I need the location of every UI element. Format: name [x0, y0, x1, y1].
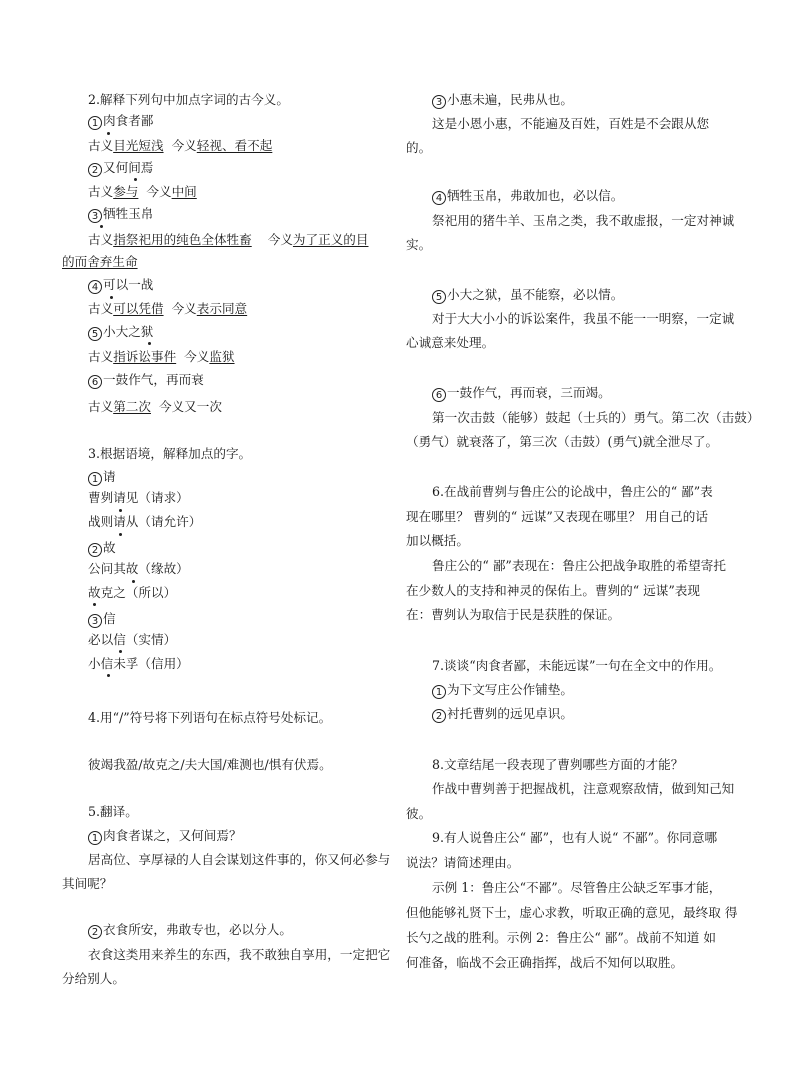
item-text: 小大之狱: [103, 324, 154, 339]
answer-prefix: 古义: [88, 184, 114, 199]
circled-number: 4: [88, 280, 102, 294]
circled-number: 3: [432, 95, 446, 109]
q6-answer-a: 鲁庄公的“ 鄙”表现在：鲁庄公把战争取胜的希望寄托: [432, 558, 726, 573]
q5-item-6: [432, 385, 611, 402]
answer-prefix: 古义: [88, 349, 114, 364]
q5-item-2: [88, 922, 292, 939]
q2-item-1: [88, 113, 153, 130]
item-text: 为下文写庄公作铺垫。: [447, 682, 573, 697]
q2-answer-2: [88, 184, 197, 200]
q5-translation-2a: 衣食这类用来养生的东西，我不敢独自享用，一定把它: [88, 947, 391, 962]
q7-item-2: [432, 706, 573, 723]
q5-translation-1a: 居高位、享厚禄的人自会谋划这件事的，你又何必参与: [88, 852, 391, 867]
q2-title: 2.解释下列句中加点字词的古今义。: [88, 92, 289, 107]
emphasis-dot: [148, 342, 151, 345]
q6-question-c: 加以概括。: [406, 533, 469, 548]
q2-answer-4: [88, 301, 247, 317]
emphasis-dot: [119, 509, 122, 512]
q8-answer-a: 作战中曹刿善于把握战机，注意观察敌情，做到知己知: [432, 781, 735, 796]
q3-g1-example-b: 战则请从（请允许）: [88, 514, 202, 529]
ancient-meaning: 可以凭借: [113, 301, 164, 316]
q5-translation-6b: （勇气）就衰落了，第三次（击鼓）(勇气)就全泄尽了。: [406, 434, 719, 449]
circled-number: 5: [432, 290, 446, 304]
item-text: 一鼓作气，再而衰，三而竭。: [447, 385, 611, 400]
q2-item-6: [88, 372, 204, 389]
q2-item-4: [88, 277, 153, 294]
q5-translation-3a: 这是小恩小惠，不能遍及百姓，百姓是不会跟从您: [432, 116, 710, 131]
item-text: 一鼓作气，再而衰: [103, 372, 204, 387]
q3-group-2: [88, 540, 116, 557]
item-text: 小大之狱，虽不能察，必以情。: [447, 287, 624, 302]
q3-g2-example-a: 公问其故（缘故）: [88, 561, 189, 576]
q9-example-b: 但他能够礼贤下士，虚心求教，听取正确的意见，最终取 得: [406, 905, 738, 920]
modern-meaning: 表示同意: [196, 301, 248, 316]
answer-prefix: 古义: [88, 399, 114, 414]
item-text: 衬托曹刿的远见卓识。: [447, 706, 573, 721]
q5-translation-2b: 分给别人。: [62, 971, 125, 986]
q9-example-c: 长勺之战的胜利。示例 2：鲁庄公“ 鄙”。战前不知道 如: [406, 930, 716, 945]
q2-item-5: [88, 324, 153, 341]
q3-g2-example-b: 故克之（所以）: [88, 585, 177, 600]
q5-translation-1b: 其间呢？: [62, 876, 113, 891]
q2-answer-5: [88, 349, 235, 365]
item-text: 牺牲玉帛，弗敢加也，必以信。: [447, 188, 624, 203]
item-text: 衣食所安，弗敢专也，必以分人。: [103, 922, 292, 937]
answer-mid: 今义: [176, 349, 210, 364]
q7-item-1: [432, 682, 573, 699]
group-char: 信: [103, 611, 116, 626]
q5-item-4: [432, 188, 623, 205]
item-text: 肉食者谋之，又何间焉？: [103, 828, 242, 843]
q6-answer-c: 在：曹刿认为取信于民是获胜的保证。: [406, 607, 621, 622]
ancient-meaning: 参与: [113, 184, 139, 199]
q5-item-1: [88, 828, 242, 845]
item-text: 小惠未遍，民弗从也。: [447, 92, 573, 107]
answer-mid: 今义: [251, 232, 293, 247]
circled-number: 1: [88, 831, 102, 845]
q5-item-5: [432, 287, 623, 304]
modern-meaning: 轻视、看不起: [196, 138, 273, 153]
q9-example-d: 何准备，临战不会正确指挥，战后不知何以取胜。: [406, 955, 684, 970]
modern-meaning: 为了正义的目: [292, 232, 369, 247]
answer-mid: 今义: [163, 138, 197, 153]
circled-number: 6: [432, 388, 446, 402]
emphasis-dot: [110, 296, 113, 299]
q2-item-3: [88, 206, 153, 223]
circled-number: 1: [88, 472, 102, 486]
q8-answer-b: 彼。: [406, 806, 432, 821]
q6-question-b: 现在哪里？ 曹刿的“ 远谋”又表现在哪里？ 用自己的话: [406, 509, 708, 524]
q6-answer-b: 在少数人的支持和神灵的保佑上。曹刿的“ 远谋”表现: [406, 583, 700, 598]
answer-mid: 今义: [138, 184, 172, 199]
circled-number: 6: [88, 375, 102, 389]
modern-meaning: 监狱: [209, 349, 235, 364]
q5-translation-4a: 祭祀用的猪牛羊、玉帛之类，我不敢虚报，一定对神诚: [432, 213, 735, 228]
emphasis-dot: [134, 178, 137, 181]
circled-number: 5: [88, 327, 102, 341]
ancient-meaning: 指诉讼事件: [113, 349, 177, 364]
item-text: 可以一战: [103, 277, 154, 292]
q4-answer: 彼竭我盈/故克之/夫大国/难测也/惧有伏焉。: [88, 757, 332, 772]
q7-title: 7.谈谈“肉食者鄙，未能远谋”一句在全文中的作用。: [432, 658, 722, 673]
circled-number: 1: [88, 116, 102, 130]
ancient-meaning: 目光短浅: [113, 138, 164, 153]
q3-title: 3.根据语境，解释加点的字。: [88, 446, 252, 461]
emphasis-dot: [107, 132, 110, 135]
q3-g3-example-b: 小信未孚（信用）: [88, 656, 189, 671]
q2-answer-6: [88, 399, 222, 415]
q5-item-3: [432, 92, 573, 109]
q6-question-a: 6.在战前曹刿与鲁庄公的论战中，鲁庄公的“ 鄙”表: [432, 484, 713, 499]
circled-number: 2: [88, 163, 102, 177]
ancient-meaning: 指祭祀用的纯色全体牲畜: [113, 232, 252, 247]
q5-title: 5.翻译。: [88, 804, 138, 819]
circled-number: 3: [88, 614, 102, 628]
q4-title: 4.用“/”符号将下列语句在标点符号处标记。: [88, 710, 332, 725]
q9-example-a: 示例 1：鲁庄公“不鄙”。尽管鲁庄公缺乏军事才能，: [432, 880, 722, 895]
q5-translation-5b: 心诚意来处理。: [406, 335, 495, 350]
group-char: 故: [103, 540, 116, 555]
q3-g3-example-a: 必以信（实情）: [88, 632, 177, 647]
circled-number: 2: [88, 543, 102, 557]
q5-translation-3b: 的。: [406, 140, 432, 155]
q2-answer-3-cont: 的而舍弃生命: [62, 254, 138, 269]
q5-translation-4b: 实。: [406, 237, 432, 252]
item-text: 肉食者鄙: [103, 113, 154, 128]
answer-prefix: 古义: [88, 232, 114, 247]
group-char: 请: [103, 469, 116, 484]
q3-group-3: [88, 611, 116, 628]
emphasis-dot: [119, 533, 122, 536]
q3-group-1: [88, 469, 116, 486]
circled-number: 2: [88, 925, 102, 939]
circled-number: 3: [88, 209, 102, 223]
q2-item-2: [88, 160, 153, 177]
q3-g1-example-a: 曹刿请见（请求）: [88, 490, 189, 505]
circled-number: 1: [432, 685, 446, 699]
q8-title: 8.文章结尾一段表现了曹刿哪些方面的才能？: [432, 757, 684, 772]
circled-number: 2: [432, 709, 446, 723]
answer-prefix: 古义: [88, 138, 114, 153]
item-text: 牺牲玉帛: [103, 206, 154, 221]
emphasis-dot: [93, 603, 96, 606]
q2-answer-3: [88, 232, 368, 248]
q9-question-a: 9.有人说鲁庄公“ 鄙”，也有人说“ 不鄙”。你同意哪: [432, 830, 718, 845]
q5-translation-5a: 对于大大小小的诉讼案件，我虽不能一一明察，一定诚: [432, 311, 735, 326]
answer-mid: 今义: [163, 301, 197, 316]
item-text: 又何间焉: [103, 160, 154, 175]
q5-translation-6a: 第一次击鼓（能够）鼓起（士兵的）勇气。第二次（击鼓）: [432, 410, 760, 425]
emphasis-dot: [132, 580, 135, 583]
answer-prefix: 古义: [88, 301, 114, 316]
emphasis-dot: [119, 650, 122, 653]
q9-question-b: 说法？请简述理由。: [406, 855, 520, 870]
q2-answer-1: [88, 138, 272, 154]
modern-meaning: 中间: [171, 184, 197, 199]
circled-number: 4: [432, 191, 446, 205]
answer-rest: 今义又一次: [150, 399, 222, 414]
ancient-meaning: 第二次: [113, 399, 151, 414]
emphasis-dot: [107, 674, 110, 677]
emphasis-dot: [100, 225, 103, 228]
